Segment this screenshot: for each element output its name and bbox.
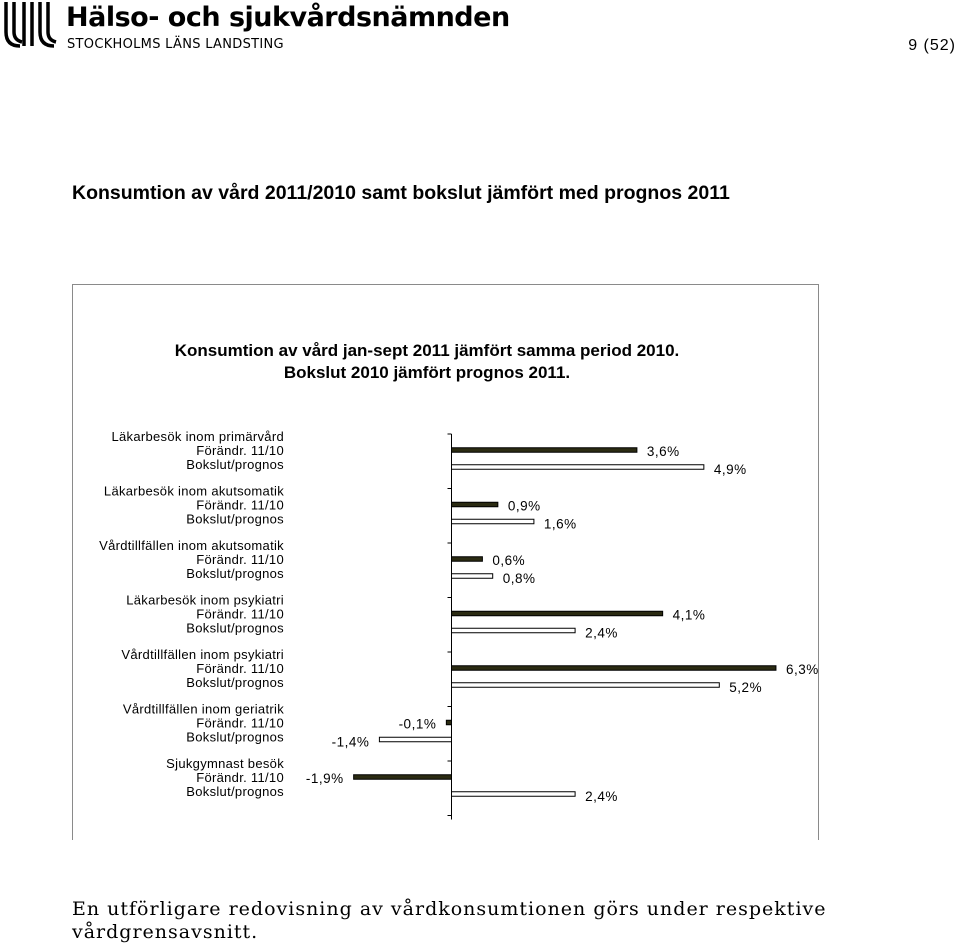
category-label: Vårdtillfällen inom psykiatri xyxy=(121,647,284,662)
series-row-label: Förändr. 11/10 xyxy=(196,497,284,513)
data-label: -1,9% xyxy=(305,771,344,786)
bar-bokslut-prognos xyxy=(452,628,576,633)
chart-title-line2: Bokslut 2010 jämfört prognos 2011. xyxy=(283,363,571,382)
footer-text: En utförligare redovisning av vårdkonsumtionen görs under respektive vårdgrensavsnitt. xyxy=(72,898,827,943)
data-label: 4,1% xyxy=(672,607,706,623)
series-row-label: Bokslut/prognos xyxy=(186,511,284,527)
bar-bokslut-prognos xyxy=(452,574,493,579)
bar-change-11-10 xyxy=(452,502,498,507)
category-label: Vårdtillfällen inom geriatrik xyxy=(122,701,284,717)
bar-bokslut-prognos xyxy=(379,737,451,742)
bar-change-11-10 xyxy=(452,448,637,453)
series-row-label: Bokslut/prognos xyxy=(186,620,284,636)
series-row-label: Förändr. 11/10 xyxy=(196,443,284,458)
data-label: 5,2% xyxy=(729,680,763,695)
series-row-label: Bokslut/prognos xyxy=(186,675,284,690)
series-row-label: Förändr. 11/10 xyxy=(196,661,284,676)
data-label: 3,6% xyxy=(646,444,680,459)
data-label: 2,4% xyxy=(585,789,618,804)
bar-change-11-10 xyxy=(446,720,451,725)
category-label: Läkarbesök inom akutsomatik xyxy=(103,483,284,499)
series-row-label: Bokslut/prognos xyxy=(186,729,284,745)
data-label: 1,6% xyxy=(543,516,577,532)
chart-title-line1: Konsumtion av vård jan-sept 2011 jämfört samma period 2010. xyxy=(174,341,680,360)
consumption-chart xyxy=(72,284,820,840)
bar-change-11-10 xyxy=(452,611,663,616)
data-label: 0,8% xyxy=(502,571,536,586)
series-row-label: Förändr. 11/10 xyxy=(196,552,284,567)
bar-change-11-10 xyxy=(354,775,452,780)
data-label: 4,9% xyxy=(713,462,747,477)
section-heading: Konsumtion av vård 2011/2010 samt bokslut jämfört med prognos 2011 xyxy=(72,182,730,204)
category-label: Vårdtillfällen inom akutsomatik xyxy=(99,538,284,553)
organization-name: Hälso- och sjukvårdsnämnden xyxy=(66,2,510,33)
bar-bokslut-prognos xyxy=(452,683,720,688)
data-label: 6,3% xyxy=(785,662,819,677)
bar-bokslut-prognos xyxy=(452,792,576,797)
data-label: -1,4% xyxy=(331,734,370,750)
bar-change-11-10 xyxy=(452,666,776,671)
series-row-label: Bokslut/prognos xyxy=(186,457,284,472)
category-label: Läkarbesök inom primärvård xyxy=(111,429,284,444)
data-label: 0,6% xyxy=(492,553,526,568)
data-label: 0,9% xyxy=(507,498,541,514)
organization-subtitle: STOCKHOLMS LÄNS LANDSTING xyxy=(67,37,284,52)
series-row-label: Bokslut/prognos xyxy=(186,566,284,581)
series-row-label: Förändr. 11/10 xyxy=(196,715,284,731)
category-label: Läkarbesök inom psykiatri xyxy=(126,592,284,608)
series-row-label: Förändr. 11/10 xyxy=(196,606,284,622)
series-row-label: Bokslut/prognos xyxy=(186,784,284,799)
page-number: 9 (52) xyxy=(908,37,956,54)
bar-change-11-10 xyxy=(452,557,483,562)
sll-logo-icon xyxy=(2,2,62,52)
organization-logo xyxy=(0,0,510,56)
series-row-label: Förändr. 11/10 xyxy=(196,770,284,785)
data-label: 2,4% xyxy=(585,625,618,641)
data-label: -0,1% xyxy=(398,716,437,732)
bar-bokslut-prognos xyxy=(452,465,704,470)
category-label: Sjukgymnast besök xyxy=(166,756,284,771)
bar-bokslut-prognos xyxy=(452,519,534,524)
